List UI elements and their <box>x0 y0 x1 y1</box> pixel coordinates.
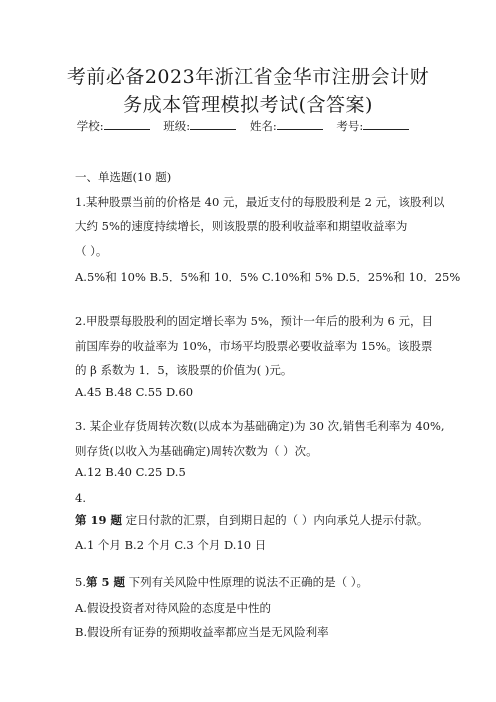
q1-line-2: 大约 5%的速度持续增长，则该股票的股利收益率和期望收益率为 <box>75 219 408 233</box>
section-heading: 一、单选题(10 题) <box>75 170 172 184</box>
q4-stem-text: 定日付款的汇票，自到期日起的（ ）内向承兑人提示付款。 <box>122 513 429 527</box>
q5-option-b: B.假设所有证券的预期收益率都应当是无风险利率 <box>75 625 329 639</box>
q5-stem <box>75 574 368 590</box>
q3-line-1: 3. 某企业存货周转次数(以成本为基础确定)为 30 次,销售毛利率为 40%, <box>75 419 445 433</box>
q2-line-1: 2.甲股票每股股利的固定增长率为 5%，预计一年后的股利为 6 元，目 <box>75 314 433 328</box>
q2-line-2: 前国库券的收益率为 10%，市场平均股票必要收益率为 15%。该股票 <box>75 339 433 353</box>
school-blank <box>104 118 150 130</box>
q1-line-3: （ ）。 <box>75 244 108 258</box>
exam-no-label: 考号: <box>336 119 364 133</box>
q4-title-bold: 第 19 题 <box>75 513 123 527</box>
name-blank <box>277 118 323 130</box>
q3-line-2: 则存货(以收入为基础确定)周转次数为（ ）次。 <box>75 444 318 458</box>
q2-options: A.45 B.48 C.55 D.60 <box>75 385 194 399</box>
q4-stem <box>75 512 428 528</box>
q3-options: A.12 B.40 C.25 D.5 <box>75 465 186 479</box>
document-title-line-1: 考前必备2023年浙江省金华市注册会计财 <box>66 66 430 88</box>
class-blank <box>190 118 236 130</box>
q1-options: A.5%和 10% B.5．5%和 10．5% C.10%和 5% D.5．25%和 10．25% <box>75 270 461 284</box>
q5-number: 5. <box>75 575 86 589</box>
q4-number: 4. <box>75 491 86 505</box>
q2-line-3: 的 β 系数为 1．5，该股票的价值为( )元。 <box>75 363 293 377</box>
q5-title-bold: 第 5 题 <box>85 575 125 589</box>
q4-options: A.1 个月 B.2 个月 C.3 个月 D.10 日 <box>75 538 267 552</box>
document-title-line-2: 务成本管理模拟考试(含答案) <box>123 94 373 116</box>
q1-line-1: 1.某种股票当前的价格是 40 元，最近支付的每股股利是 2 元，该股利以 <box>75 195 445 209</box>
school-label: 学校: <box>76 119 104 133</box>
q5-stem-text: 下列有关风险中性原理的说法不正确的是（ ）。 <box>125 575 369 589</box>
student-info-row <box>0 118 496 134</box>
exam-no-blank <box>363 118 409 130</box>
class-label: 班级: <box>163 119 191 133</box>
name-label: 姓名: <box>249 119 277 133</box>
q5-option-a: A.假设投资者对待风险的态度是中性的 <box>75 601 271 615</box>
